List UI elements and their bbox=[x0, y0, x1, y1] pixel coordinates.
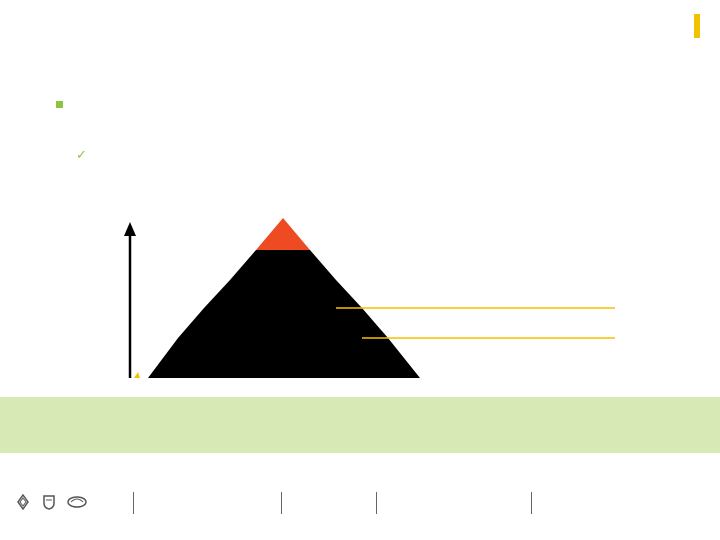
group-logos bbox=[14, 494, 88, 510]
dacia-shield-logo-icon bbox=[40, 494, 58, 510]
footer bbox=[0, 466, 720, 540]
pyramid-level-l1 bbox=[230, 250, 336, 280]
samsung-motors-logo-icon bbox=[66, 494, 88, 510]
square-bullet-icon bbox=[56, 101, 63, 108]
conclusion-band bbox=[0, 397, 720, 453]
footer-separator bbox=[281, 492, 282, 514]
checkmark-icon: ✓ bbox=[76, 147, 87, 162]
main-bullet bbox=[56, 94, 686, 108]
pyramid-top bbox=[256, 218, 310, 250]
axis-base-mark bbox=[134, 372, 140, 378]
up-arrow-icon bbox=[124, 222, 136, 236]
sub-bullet bbox=[76, 146, 676, 164]
pyramid-level-l3b-l3c bbox=[148, 338, 420, 378]
pyramid-level-l3a bbox=[178, 308, 388, 338]
footer-separator bbox=[376, 492, 377, 514]
footer-separator bbox=[531, 492, 532, 514]
year-tag-accent-bar bbox=[694, 14, 700, 38]
footer-separator bbox=[133, 492, 134, 514]
pyramid-level-l2 bbox=[204, 280, 362, 308]
renault-diamond-logo-icon bbox=[14, 494, 32, 510]
